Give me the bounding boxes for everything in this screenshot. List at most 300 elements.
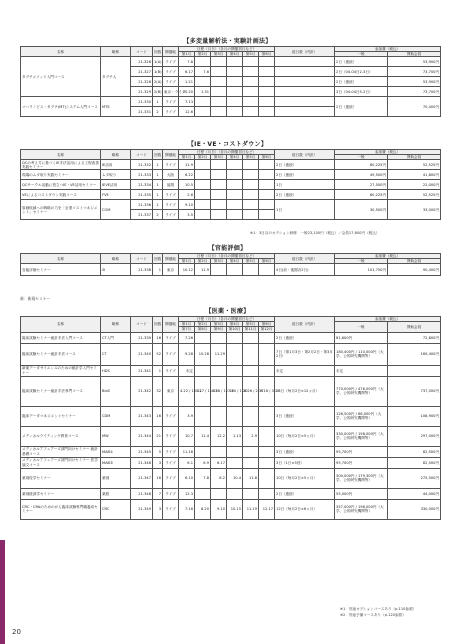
table-cell [259,332,275,343]
table-cell: 8.2 [211,468,227,488]
table-cell [195,365,211,376]
table-cell: 4.22 / 10.21 [179,376,195,406]
table-cell: 12日（毎月2日×6ヵ月） [275,499,335,519]
table-cell: 大阪 [163,170,179,180]
table-cell: 7 [153,488,163,499]
table-cell [243,200,259,210]
table-pharma [20,316,441,520]
table-cell: 21-327 [131,67,153,77]
table-cell: 2日（連続） [275,160,335,170]
header-month: 第2月 [195,155,211,160]
table-cell: ライブ [163,107,179,117]
header-month: 第1月 [179,52,195,57]
table-cell: 1 [153,170,163,180]
header-month: 第3月 [211,259,227,264]
header-days: 総日数（内訳） [275,254,335,264]
table-cell: 7.8 [179,57,195,67]
header-name: 名称 [21,254,101,264]
table-cell [227,160,243,170]
note-pharma-2: ※2：別途予備コースあり（p.120参照） [340,613,406,617]
table-cell [275,77,335,87]
section-title-multivariate: 【多変量解析法・実験計画法】 [183,38,272,45]
header-month: 第3月 [211,322,227,327]
table-cell: 7.6 [195,67,211,77]
table-cell: 21-338 [131,264,153,276]
header-member: 賛助会員 [388,52,441,57]
table-cell [259,87,275,97]
table-cell [227,107,243,117]
table-cell: 8.26 / 2.17 [243,376,259,406]
table-cell: 73,700円 [388,67,441,77]
table-cell [195,406,211,426]
table-cell [211,264,227,276]
table-cell: 福岡 [163,180,179,190]
table-cell: タグチ人 [101,57,131,97]
header-name: 名称 [21,47,101,57]
table-cell: 薬経 [101,488,131,499]
header-month: 第1月 [179,155,195,160]
table-row [21,406,441,426]
table-cell: 21-342 [131,376,153,406]
table-cell [211,488,227,499]
table-cell: 2 [153,107,163,117]
table-cell [243,87,259,97]
table-cell [195,446,211,457]
table-cell [227,77,243,87]
table-multivariate [20,46,441,117]
table-cell [211,170,227,180]
header-times: 回数 [153,150,163,160]
table-cell [259,264,275,276]
table-cell: 16 [153,468,163,488]
table-cell: CT入門 [101,332,131,343]
table-row [21,200,441,210]
table-cell [195,97,211,107]
table-cell: 1.31 [195,87,211,97]
table-cell [259,57,275,67]
note-ie-ve: ※1：3日目のオプション研修 一般23,100円（税込）／会員17,600円（税込） [250,231,380,235]
table-cell [227,170,243,180]
table-cell: ライブ [163,488,179,499]
table-row [21,457,441,468]
table-cell: 東京 [163,264,179,276]
table-row [21,426,441,446]
table-cell: 72,600円 [388,332,441,343]
table-cell: 1 [153,97,163,107]
table-cell: 27,500円 [335,180,388,190]
table-cell: 82,500円 [388,446,441,457]
header-place: 開催地 [163,150,179,160]
header-month: 第9月 [211,327,227,332]
table-cell: 2日（連続） [335,77,388,87]
header-days: 総日数（内訳） [275,150,335,160]
header-place: 開催地 [163,317,179,333]
table-ie-ve [20,149,441,220]
table-cell [195,180,211,190]
table-cell [227,457,243,468]
table-cell: 21-329 [131,87,153,97]
table-cell [243,77,259,87]
table-cell: 21-344 [131,426,153,446]
header-month: 第4月 [227,52,243,57]
table-cell: 臨床試験セミナー統計手法コース [21,343,101,365]
table-cell: 21-333 [131,170,153,180]
table-cell: MAB① [101,446,131,457]
table-cell: COM [101,200,131,220]
table-cell [195,170,211,180]
table-cell [211,332,227,343]
table-cell [259,77,275,87]
table-cell [227,67,243,77]
table-cell: 1(A) [153,57,163,67]
table-cell: 3.9 [179,406,195,426]
table-cell: 3.5 [179,210,195,220]
table-row [21,468,441,488]
header-month: 第8月 [195,327,211,332]
table-cell [259,190,275,200]
table-cell [227,446,243,457]
table-cell: 2(A) [153,77,163,87]
header-fee: 参加費（税込） [335,254,441,259]
table-cell [243,343,259,365]
table-cell: 21-347 [131,468,153,488]
header-month: 第5月 [243,322,259,327]
table-cell: 10.20 [179,87,195,97]
table-cell: 70,400円 [388,97,441,117]
table-cell: 22,000円 [388,180,441,190]
header-month: 第6月 [259,259,275,264]
table-cell [211,67,227,77]
table-cell [195,190,211,200]
table-cell: 41,800円 [388,170,441,180]
table-cell: 52,525円 [388,160,441,170]
table-cell [211,97,227,107]
table-cell: 21-348 [131,488,153,499]
header-dates: 日程（月日）（各月の開催初日など） [179,150,275,155]
table-cell: 2(B) [153,87,163,97]
table-cell: 11.8 [243,468,259,488]
table-cell: VEによるコストダウン実践コース [21,190,101,200]
table-cell: 11.9 [195,264,211,276]
table-cell [211,57,227,67]
table-cell: 126,500円 / 66,000円（大学、公的研究機関等） [335,406,388,426]
table-cell [227,180,243,190]
header-month: 第2月 [195,322,211,327]
table-cell: 2日（04-04日2-3日） [335,67,388,77]
table-cell [227,200,243,210]
table-cell [259,406,275,426]
table-row [21,499,441,519]
table-cell: ライブ [163,200,179,210]
table-cell: CRC [101,499,131,519]
table-cell: 9.16 / 3.17 [259,376,275,406]
table-cell [243,97,259,107]
header-month: 第1月 [179,259,195,264]
table-cell: ライブ [163,160,179,170]
table-cell: 4日(前・後期各2日) [275,264,335,276]
table-cell [259,200,275,210]
table-cell [259,97,275,107]
table-cell: CDM [101,406,131,426]
table-cell: 330,000円 / 198,000円（大学、公的研究機関等） [335,426,388,446]
table-cell: 2日（連続） [275,190,335,200]
header-times: 回数 [153,317,163,333]
table-row [21,160,441,170]
table-cell: ライブ [163,343,179,365]
table-cell [259,488,275,499]
table-row [21,180,441,190]
table-cell [243,107,259,117]
page-number: 20 [12,628,21,636]
table-cell [259,170,275,180]
table-cell [211,180,227,190]
table-cell: 未定 [179,365,195,376]
table-cell: 21-331 [131,107,153,117]
table-cell [227,190,243,200]
header-month: 第3月 [211,52,227,57]
table-cell: ライブ [163,67,179,77]
table-cell: 33,000円 [388,200,441,220]
table-cell [243,170,259,180]
table-cell: 2.6 [179,190,195,200]
table-cell [227,488,243,499]
table-cell: ライブ [163,190,179,200]
table-cell: 60,225円 [335,160,388,170]
table-cell: ライブ [163,468,179,488]
table-cell: 770,000円 / 476,000円（大学、公的研究機関等） [335,376,388,406]
table-cell: CRC・CRAのためのがん臨床試験専門職養成セミナー [21,499,101,519]
table-cell: 52,525円 [388,190,441,200]
table-cell: 1 [153,180,163,190]
header-name: 名称 [21,317,101,333]
header-month: 第5月 [243,259,259,264]
table-cell: 24日（毎月2日×12ヵ月） [275,376,335,406]
note-pharma-1: ※1：別途オプションコースあり（p.110参照） [340,607,417,611]
table-cell [243,406,259,426]
table-cell: 1 [153,365,163,376]
table-cell: 7.8 [195,468,211,488]
section-title-ie-ve: 【IE・VE・コストダウン】 [187,141,268,148]
header-place: 開催地 [163,254,179,264]
table-cell: 81,600円 [335,332,388,343]
header-month: 第4月 [227,155,243,160]
table-cell [195,160,211,170]
table-cell: 53,900円 [388,77,441,87]
table-cell: ライブ [163,332,179,343]
table-cell: 21-346 [131,457,153,468]
table-cell: 9.10 [211,499,227,519]
table-cell [195,332,211,343]
table-cell: メディカルライティング教育コース [21,426,101,446]
table-cell: 737,000円 [388,376,441,406]
header-code: コード [131,47,153,57]
table-cell: 101,750円 [335,264,388,276]
table-cell: ライブ [163,499,179,519]
table-cell: 16 [153,406,163,426]
table-cell [195,210,211,220]
table-cell: SI [101,264,131,276]
table-cell: 10日（毎月2日×5ヵ月） [275,426,335,446]
header-days: 総日数（内訳） [275,317,335,333]
table-cell: 3日（1日×3回） [275,457,335,468]
header-place: 開催地 [163,47,179,57]
table-cell: 9.28 [179,343,195,365]
table-cell: 73,700円 [388,87,441,97]
table-cell: マハラノビス・タグチ(MT)システム入門コース [21,97,101,117]
header-code: コード [131,254,153,264]
header-dates: 日程（月日）（各月の開催初日など） [179,254,275,259]
table-cell: 95,700円 [335,446,388,457]
header-abbr: 略称 [101,47,131,57]
table-cell: 6.10 [179,468,195,488]
table-cell: 2.9 [243,426,259,446]
table-cell [227,57,243,67]
table-cell: 3日（連続） [275,406,335,426]
header-fee: 参加費（税込） [335,150,441,155]
table-cell: ライブ [163,57,179,67]
table-cell [259,426,275,446]
table-cell: ライブ [163,457,179,468]
table-cell [211,107,227,117]
table-cell: ライブ [163,77,179,87]
table-cell: 275,000円 [388,468,441,488]
table-cell [211,160,227,170]
table-row [21,343,441,365]
table-cell [211,365,227,376]
header-times: 回数 [153,47,163,57]
table-cell: ライブ [163,210,179,220]
table-cell [243,67,259,77]
table-cell: 53,900円 [388,57,441,67]
table-cell: ライブ [163,97,179,107]
table-cell: 10.28 [195,343,211,365]
header-month: 第11月 [243,327,259,332]
table-cell [243,457,259,468]
table-cell [243,446,259,457]
table-cell: 21-340 [131,343,153,365]
table-cell: 11.19 [243,499,259,519]
table-cell: 官能評価セミナー [21,264,101,276]
table-cell: 21-343 [131,406,153,426]
table-cell: 10.15 [227,499,243,519]
chapter-color-bar [0,540,5,644]
section-title-pharma: 【医薬・医療】 [205,308,250,315]
table-cell: 2日（連続） [275,170,335,180]
header-month: 第4月 [227,259,243,264]
table-cell: 10.12 [179,264,195,276]
table-cell: 9.10 [179,200,195,210]
table-cell: 新薬データサイエンスのための統計学入門セミナー [21,365,101,376]
table-cell: 21-335 [131,190,153,200]
table-cell: 7.20 / 1.20 [227,376,243,406]
table-cell [275,97,335,107]
header-month: 第1月 [179,322,195,327]
table-row [21,170,441,180]
table-cell [211,77,227,87]
table-cell: 7.26 [179,332,195,343]
table-cell: 3日（04-04日5-2日） [335,87,388,97]
table-cell: 10.4 [227,468,243,488]
table-cell: 2日（連続） [335,97,388,117]
table-cell: 60,225円 [335,190,388,200]
header-month: 第7月 [179,327,195,332]
header-month: 第12月 [259,327,275,332]
table-cell: 11.9 [179,160,195,170]
header-month: 第6月 [259,322,275,327]
table-cell: CT [101,343,131,365]
table-cell: 21-339 [131,332,153,343]
table-cell: 21-334 [131,180,153,190]
table-cell [259,457,275,468]
table-cell [259,365,275,376]
table-cell [211,446,227,457]
header-dates: 日程（月日）（各月の開催初日など） [179,47,275,52]
table-cell: 330,000円 [388,499,441,519]
table-cell [243,365,259,376]
table-sensory [20,253,441,276]
table-cell: 東京・ライブ [163,87,179,97]
table-cell: 21-330 [131,97,153,107]
table-cell: 6.22 [179,170,195,180]
table-cell: 21-326 [131,57,153,67]
table-cell: 1 [153,160,163,170]
header-general: 一般 [335,322,388,332]
table-cell [243,160,259,170]
table-cell: ムダ取り [101,170,131,180]
table-cell: MTS [101,97,131,117]
header-abbr: 略称 [101,150,131,160]
table-cell [243,210,259,220]
header-code: コード [131,317,153,333]
table-cell [195,77,211,87]
table-cell [227,264,243,276]
table-cell: 薬剤経済学セミナー [21,488,101,499]
header-month: 第2月 [195,259,211,264]
table-cell [227,332,243,343]
table-cell: 1(B) [153,67,163,77]
table-cell [211,190,227,200]
table-cell [259,107,275,117]
table-cell: 82,500円 [388,457,441,468]
table-cell: 3日（連続） [275,446,335,457]
table-cell: 5 [153,446,163,457]
table-cell: 12.2 [211,426,227,446]
table-cell [275,107,335,117]
header-month: 第3月 [211,155,227,160]
table-row [21,97,441,107]
table-cell: 11.4 [195,426,211,446]
table-cell: 臨床試験セミナー統計手法入門コース [21,332,101,343]
table-cell: 未定 [335,365,388,376]
table-row [21,488,441,499]
table-cell: 21-345 [131,446,153,457]
table-cell: 7.13 [179,97,195,107]
table-cell: 薬剤疫学セミナー [21,468,101,488]
header-member: 賛助会員 [388,155,441,160]
table-cell [259,67,275,77]
header-month: 第2月 [195,52,211,57]
table-cell [243,332,259,343]
table-cell [195,57,211,67]
table-cell: FVE [101,190,131,200]
table-cell: ライブ [163,446,179,457]
header-month: 第4月 [227,322,243,327]
table-cell: 297,000円 [388,426,441,446]
table-cell [275,67,335,77]
table-cell: 10.7 [179,426,195,446]
table-cell: QCの考え方に基づくIE手法活用による工程改善実践セミナー [22,160,99,169]
table-cell [275,87,335,97]
